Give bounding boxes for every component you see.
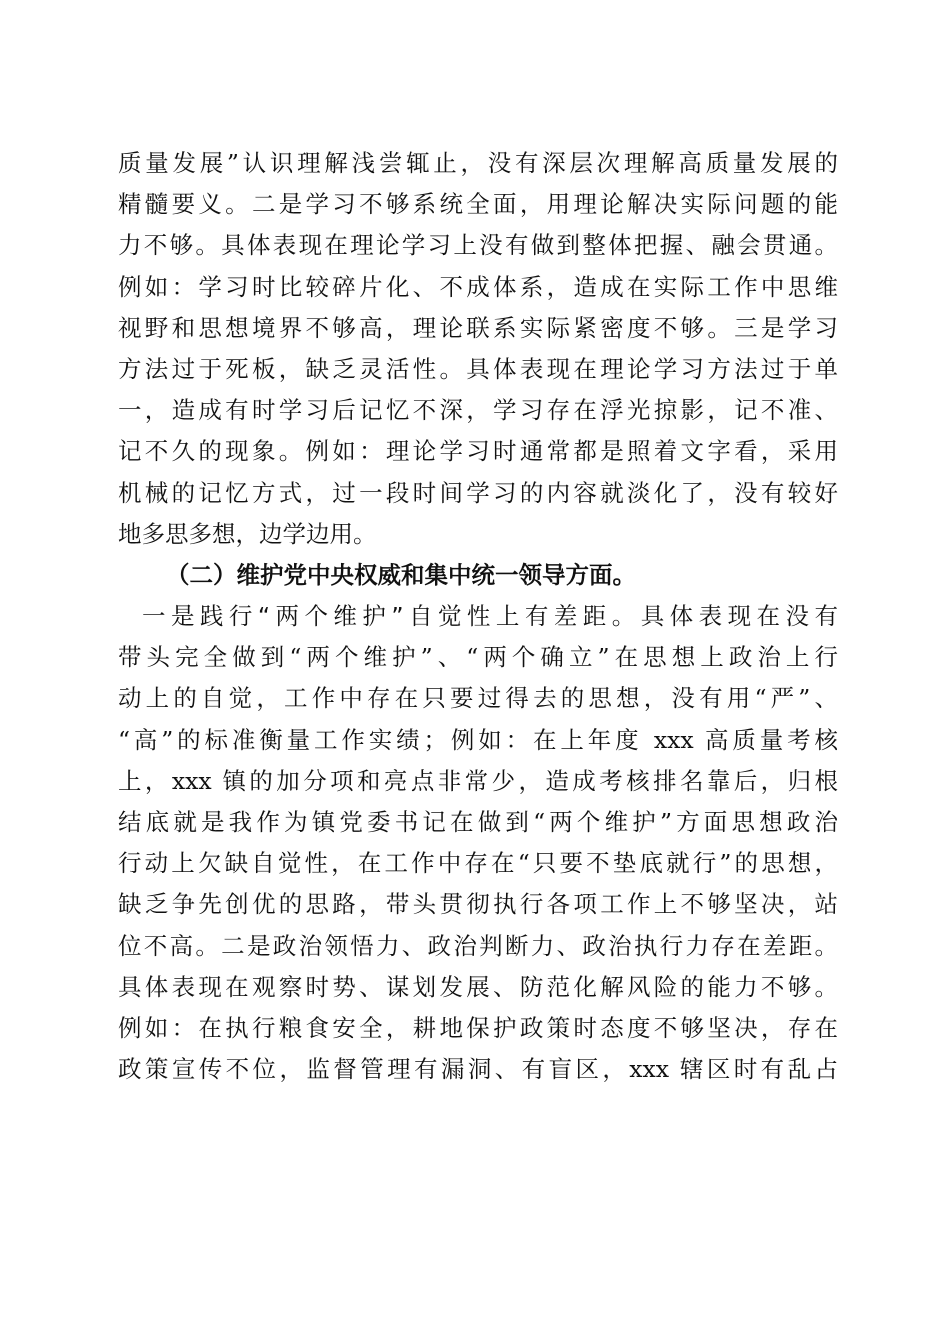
paragraph-line: “高”的标准衡量工作实绩；例如：在上年度 xxx 高质量考核 (118, 725, 838, 754)
paragraph-line: 位不高。二是政治领悟力、政治判断力、政治执行力存在差距。 (118, 931, 838, 960)
paragraph-line: 力不够。具体表现在理论学习上没有做到整体把握、融会贯通。 (118, 231, 838, 260)
paragraph-line: 上，xxx 镇的加分项和亮点非常少，造成考核排名靠后，归根 (118, 766, 838, 795)
paragraph-line: 地多思多想，边学边用。 (118, 519, 377, 548)
paragraph-line: 带头完全做到“两个维护”、“两个确立”在思想上政治上行 (118, 643, 838, 672)
section-heading: （二）维护党中央权威和集中统一领导方面。 (166, 560, 636, 589)
paragraph-line: 结底就是我作为镇党委书记在做到“两个维护”方面思想政治 (118, 808, 838, 836)
document-body (118, 143, 838, 1090)
paragraph-line: 例如：在执行粮食安全，耕地保护政策时态度不够坚决，存在 (118, 1013, 838, 1042)
paragraph-line: 机械的记忆方式，过一段时间学习的内容就淡化了，没有较好 (118, 478, 838, 507)
paragraph-line: 一是践行“两个维护”自觉性上有差距。具体表现在没有 (142, 602, 838, 631)
paragraph-line: 动上的自觉，工作中存在只要过得去的思想，没有用“严”、 (118, 684, 838, 713)
paragraph-line: 精髓要义。二是学习不够系统全面，用理论解决实际问题的能 (118, 190, 838, 219)
paragraph-line: 记不久的现象。例如：理论学习时通常都是照着文字看，采用 (118, 437, 838, 466)
paragraph-line: 质量发展”认识理解浅尝辄止，没有深层次理解高质量发展的 (118, 149, 838, 177)
paragraph-line: 缺乏争先创优的思路，带头贯彻执行各项工作上不够坚决，站 (118, 890, 838, 919)
paragraph-line: 例如：学习时比较碎片化、不成体系，造成在实际工作中思维 (118, 272, 838, 301)
paragraph-line: 具体表现在观察时势、谋划发展、防范化解风险的能力不够。 (118, 972, 838, 1001)
paragraph-line: 政策宣传不位，监督管理有漏洞、有盲区，xxx 辖区时有乱占 (118, 1055, 838, 1084)
paragraph-line: 行动上欠缺自觉性，在工作中存在“只要不垫底就行”的思想， (118, 849, 838, 878)
paragraph-line: 方法过于死板，缺乏灵活性。具体表现在理论学习方法过于单 (118, 354, 838, 383)
paragraph-line: 一，造成有时学习后记忆不深，学习存在浮光掠影，记不准、 (118, 396, 838, 425)
paragraph-line: 视野和思想境界不够高，理论联系实际紧密度不够。三是学习 (118, 313, 838, 342)
